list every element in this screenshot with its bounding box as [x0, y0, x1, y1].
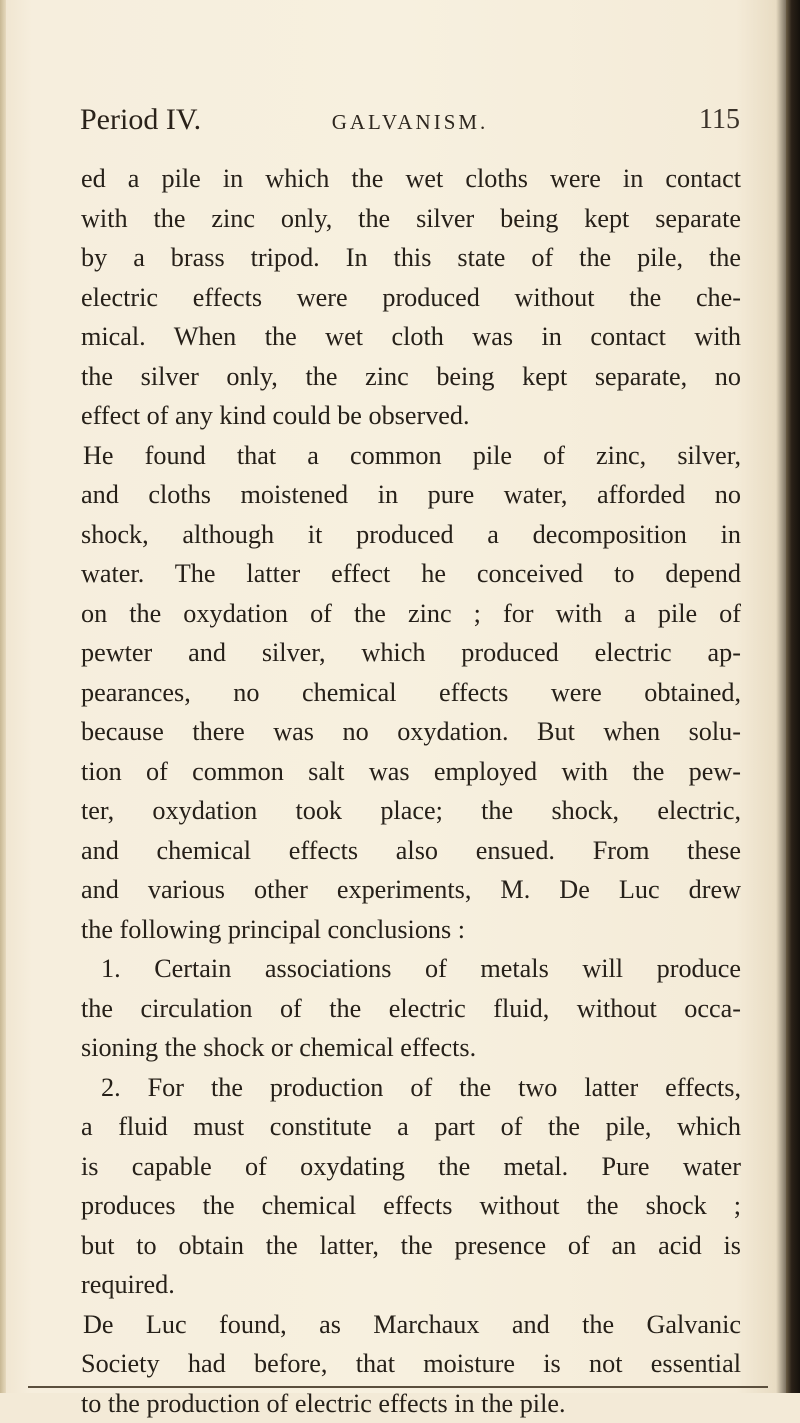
text-line: Society had before, that moisture is not essential	[81, 1344, 741, 1384]
text-line: the silver only, the zinc being kept separate, no	[81, 357, 741, 397]
header-title: GALVANISM.	[80, 102, 740, 142]
body-text	[81, 159, 741, 1423]
text-line: tion of common salt was employed with the pew-	[81, 752, 741, 792]
text-line: sioning the shock or chemical effects.	[81, 1028, 741, 1068]
text-line: produces the chemical effects without the shock ;	[81, 1186, 741, 1226]
text-line: is capable of oxydating the metal. Pure water	[81, 1147, 741, 1187]
text-line: mical. When the wet cloth was in contact with	[81, 317, 741, 357]
text-line: a fluid must constitute a part of the pile, which	[81, 1107, 741, 1147]
text-line: electric effects were produced without the che-	[81, 278, 741, 318]
page-number: 115	[699, 100, 740, 140]
text-line: ter, oxydation took place; the shock, electric,	[81, 791, 741, 831]
paragraph-start-line: He found that a common pile of zinc, silver,	[81, 436, 741, 476]
text-line: pewter and silver, which produced electric ap-	[81, 633, 741, 673]
paragraph-start-line: De Luc found, as Marchaux and the Galvanic	[81, 1305, 741, 1345]
text-line: required.	[81, 1265, 741, 1305]
text-line: on the oxydation of the zinc ; for with a pile of	[81, 594, 741, 634]
text-line: the circulation of the electric fluid, without occa-	[81, 989, 741, 1029]
running-header	[80, 100, 740, 140]
text-line: pearances, no chemical effects were obtained,	[81, 673, 741, 713]
text-line: because there was no oxydation. But when solu-	[81, 712, 741, 752]
text-line: and cloths moistened in pure water, afforded no	[81, 475, 741, 515]
page-gutter	[0, 0, 6, 1393]
text-line: shock, although it produced a decomposition in	[81, 515, 741, 555]
text-line: the following principal conclusions :	[81, 910, 741, 950]
header-period: Period IV.	[80, 100, 201, 140]
text-line: ed a pile in which the wet cloths were in contact	[81, 159, 741, 199]
text-line: effect of any kind could be observed.	[81, 396, 741, 436]
text-line: water. The latter effect he conceived to depend	[81, 554, 741, 594]
text-line: by a brass tripod. In this state of the pile, the	[81, 238, 741, 278]
text-line: and various other experiments, M. De Luc drew	[81, 870, 741, 910]
paragraph-start-line: 2. For the production of the two latter effects,	[81, 1068, 741, 1108]
page-edge-shadow	[786, 0, 800, 1393]
text-line: to the production of electric effects in the pile.	[81, 1384, 741, 1423]
text-line: but to obtain the latter, the presence of an acid is	[81, 1226, 741, 1266]
text-line: with the zinc only, the silver being kept separate	[81, 199, 741, 239]
text-line: and chemical effects also ensued. From these	[81, 831, 741, 871]
paragraph-start-line: 1. Certain associations of metals will produce	[81, 949, 741, 989]
